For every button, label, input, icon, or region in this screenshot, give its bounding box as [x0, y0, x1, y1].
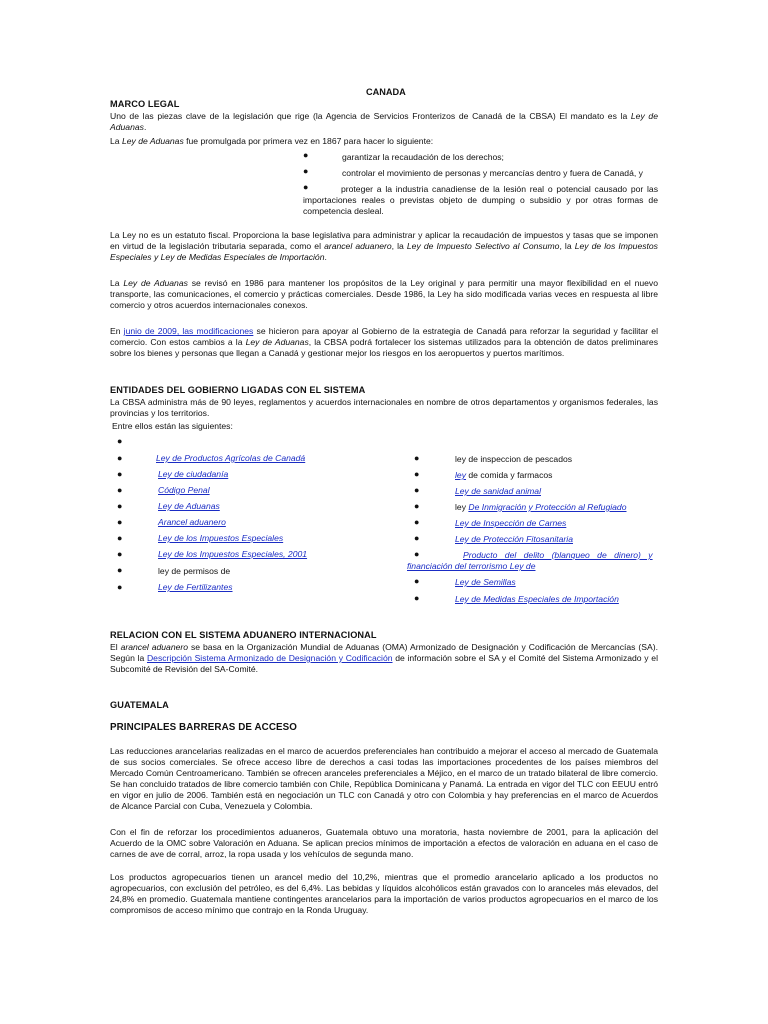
- law-link-productos-agricolas[interactable]: Ley de Productos Agrícolas de Canadá: [156, 453, 306, 463]
- law-link-producto-delito[interactable]: Producto del delito (blanqueo de dinero) y: [463, 550, 653, 560]
- law-link-semillas[interactable]: Ley de Semillas: [455, 577, 516, 587]
- law-link-impuestos-especiales-2001[interactable]: Ley de los Impuestos Especiales, 2001: [158, 549, 308, 559]
- sistema-armonizado-link[interactable]: Descripción Sistema Armonizado de Designación y Codificación: [146, 653, 393, 663]
- section-heading-relacion: RELACION CON EL SISTEMA ADUANERO INTERNACIONAL: [110, 630, 377, 640]
- law-link-inspeccion-carnes[interactable]: Ley de Inspección de Carnes: [455, 518, 567, 528]
- bullet-icon: ●: [414, 533, 420, 543]
- law-link-codigo-penal[interactable]: Código Penal: [158, 485, 210, 495]
- law-link-medidas-especiales[interactable]: Ley de Medidas Especiales de Importación: [455, 594, 619, 604]
- law-name: Ley de Aduanas: [110, 111, 658, 132]
- bullet-icon: ●: [117, 549, 123, 559]
- bullet-icon: ●: [117, 565, 123, 575]
- list-item-bullet-1: garantizar la recaudación de los derechos;: [342, 152, 504, 162]
- law-link-impuestos-especiales[interactable]: Ley de los Impuestos Especiales: [158, 533, 284, 543]
- bullet-icon: ●: [117, 533, 123, 543]
- paragraph-marco-legal-3: La Ley no es un estatuto fiscal. Proporciona la base legislativa para administrar y aplicar la recaudación de impuestos y tasas que se imponen en virtud de la legislación tributaria separada, como el arancel aduanero, la Ley de Impuesto Selectivo al Consumo, la Ley de los Impuestos Especiales y Ley de Medidas Especiales de Importación.: [110, 230, 658, 262]
- paragraph-entidades-2: Entre ellos están las siguientes:: [112, 421, 233, 431]
- guatemala-title: GUATEMALA: [110, 700, 169, 710]
- bullet-icon: ●: [414, 549, 420, 559]
- document-title: CANADA: [366, 87, 406, 97]
- bullet-icon: ●: [117, 469, 123, 479]
- bullet-icon: ●: [117, 485, 123, 495]
- bullet-icon: ●: [117, 453, 123, 463]
- law-link-financiacion-terrorismo[interactable]: financiación del terrorismo Ley de: [407, 561, 536, 571]
- bullet-icon: ●: [414, 517, 420, 527]
- bullet-icon: ●: [303, 182, 309, 192]
- bullet-icon: ●: [303, 166, 309, 176]
- law-link-ley[interactable]: ley: [455, 470, 466, 480]
- law-link-fertilizantes[interactable]: Ley de Fertilizantes: [158, 582, 233, 592]
- law-inspeccion-pescados: ley de inspeccion de pescados: [455, 454, 573, 464]
- law-permisos: ley de permisos de: [158, 566, 231, 576]
- paragraph-guatemala-2: Con el fin de reforzar los procedimientos aduaneros, Guatemala obtuvo una moratoria, hasta noviembre de 2001, para la aplicación del Acuerdo de la OMC sobre Valoración en Aduana. Se aplican precios mínimos de importación a efectos de valoración en aduana en el caso de carnes de ave de corral, arroz, la ropa usada y los vehículos de segunda mano.: [110, 827, 658, 859]
- paragraph-entidades-1: La CBSA administra más de 90 leyes, reglamentos y acuerdos internacionales en nombre de otros departamentos y organismos federales, las provincias y los territorios.: [110, 397, 658, 418]
- list-item-bullet-2: controlar el movimiento de personas y mercancías dentro y fuera de Canadá, y: [342, 168, 643, 178]
- section-heading-entidades: ENTIDADES DEL GOBIERNO LIGADAS CON EL SISTEMA: [110, 385, 366, 395]
- law-link-inmigracion[interactable]: De Inmigración y Protección al Refugiado: [468, 502, 627, 512]
- section-heading-marco-legal: MARCO LEGAL: [110, 99, 180, 109]
- bullet-icon: ●: [303, 150, 309, 160]
- law-comida-farmacos: ley de comida y farmacos: [455, 470, 553, 480]
- bullet-icon: ●: [414, 593, 420, 603]
- law-link-proteccion-fitosanitaria[interactable]: Ley de Protección Fitosanitaria: [455, 534, 573, 544]
- paragraph-marco-legal-5: En junio de 2009, las modificaciones se hicieron para apoyar al Gobierno de la estrategia de Canadá para reforzar la seguridad y facilitar el comercio. Con estos cambios a la Ley de Aduanas, la CBSA podrá fortalecer los sistemas utilizados para la obtención de datos preliminares sobre los bienes y personas que llegan a Canadá y gestionar mejor los riesgos en los aeropuertos y puertos marítimos.: [110, 326, 658, 358]
- bullet-icon: ●: [414, 501, 420, 511]
- modificaciones-link[interactable]: junio de 2009, las modificaciones: [123, 326, 254, 336]
- paragraph-marco-legal-2: La Ley de Aduanas fue promulgada por primera vez en 1867 para hacer lo siguiente:: [110, 136, 434, 146]
- list-item-bullet-3: proteger a la industria canadiense de la lesión real o potencial causado por las importaciones reales o previstas objeto de dumping o subsidio y por otras formas de competencia desleal.: [303, 184, 658, 216]
- paragraph-marco-legal-4: La Ley de Aduanas se revisó en 1986 para mantener los propósitos de la Ley original y para permitir una mayor flexibilidad en el nuevo transporte, las comunicaciones, el comercio y prácticas comerciales. Desde 1986, la Ley ha sido modificada varias veces en respuesta al libre comercio y otros acuerdos internacionales conexos.: [110, 278, 659, 310]
- paragraph-relacion: El arancel aduanero se basa en la Organización Mundial de Aduanas (OMA) Armonizado de Designación y Codificación de Mercancías (SA). Según la Descripción Sistema Armonizado de Designación y Codificación de información sobre el SA y el Comité del Sistema Armonizado y el Subcomité de Revisión del SA-Comité.: [110, 642, 658, 674]
- bullet-icon: ●: [414, 485, 420, 495]
- bullet-icon: ●: [117, 517, 123, 527]
- law-link-aduanas[interactable]: Ley de Aduanas: [158, 501, 220, 511]
- bullet-icon: ●: [414, 453, 420, 463]
- law-link-ciudadania[interactable]: Ley de ciudadanía: [158, 469, 229, 479]
- bullet-icon: ●: [117, 582, 123, 592]
- bullet-icon: ●: [117, 436, 123, 446]
- paragraph-marco-legal-1: Uno de las piezas clave de la legislación que rige (la Agencia de Servicios Fronterizos de Canadá de la CBSA) El mandato es la Ley de Aduanas.: [110, 111, 658, 132]
- paragraph-guatemala-3: Los productos agropecuarios tienen un arancel medio del 10,2%, mientras que el promedio arancelario aplicado a los productos no agropecuarios, con exclusión del petróleo, es del 6,4%. Las bebidas y líquidos alcohólicos están gravados con lo aranceles más elevados, del 24,8% en promedio. Guatemala mantiene contingentes arancelarios para la importación de varios productos agropecuarios en el marco de los compromisos de acceso mínimo que contrajo en la Ronda Uruguay.: [110, 872, 658, 915]
- section-heading-barreras: PRINCIPALES BARRERAS DE ACCESO: [110, 722, 297, 733]
- law-inmigracion: ley De Inmigración y Protección al Refugiado: [455, 502, 627, 512]
- bullet-icon: ●: [117, 501, 123, 511]
- paragraph-guatemala-1: Las reducciones arancelarias realizadas en el marco de acuerdos preferenciales han contribuido a mejorar el acceso al mercado de Guatemala de sus socios comerciales. Se ofrece acceso libre de derechos a casi todas las importaciones procedentes de los países miembros del Mercado Común Centroamericano. También se ofrecen aranceles preferenciales a Méjico, en el marco de un tratado bilateral de libre comercio. Se han concluido tratados de libre comercio también con Chile, República Dominicana y Panamá. La entrada en vigor del TLC con EEUU entró en vigor en julio de 2006. También está en negociación un TLC con Canadá y otro con Colombia y hay preferencias en el marco de Acuerdos de Alcance Parcial con Cuba, Venezuela y Colombia.: [110, 746, 658, 811]
- bullet-icon: ●: [414, 576, 420, 586]
- bullet-icon: ●: [414, 469, 420, 479]
- law-link-arancel[interactable]: Arancel aduanero: [158, 517, 226, 527]
- law-link-sanidad-animal[interactable]: Ley de sanidad animal: [455, 486, 541, 496]
